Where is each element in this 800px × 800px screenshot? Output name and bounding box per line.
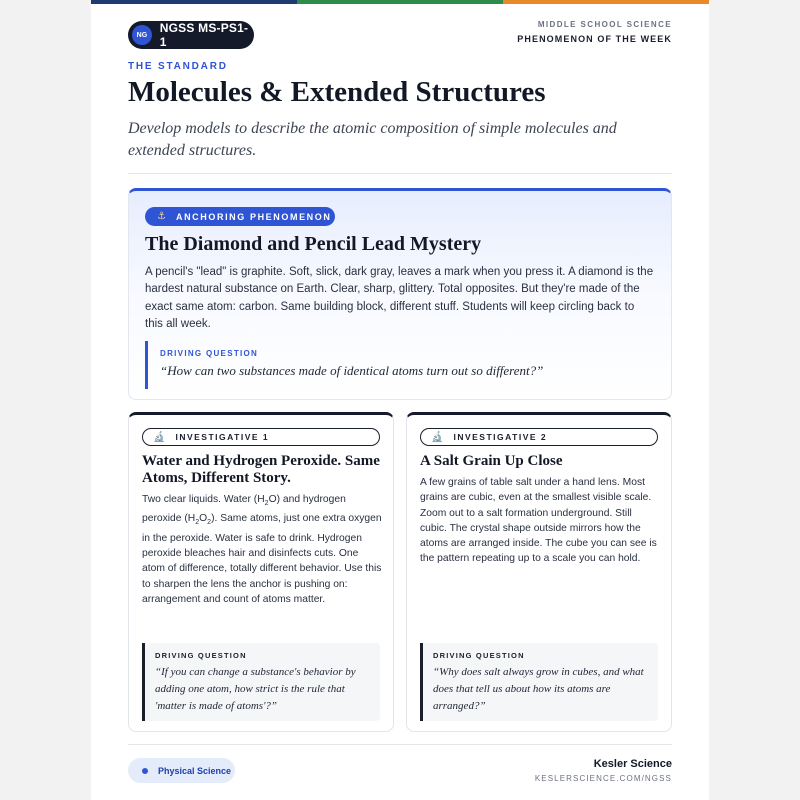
body-text: ). Same atoms, just one extra oxygen in the peroxide. Water is safe to drink. Hydrogen peroxide bleaches hair and disinfects cuts. One atom of difference, totally different behavior. Use this to sharpen the lens the anchor is pushing on: arrangement and count of atoms matter. (142, 513, 382, 605)
subject-tag-label: Physical Science (158, 765, 232, 776)
ngss-badge (128, 21, 254, 49)
investigative-label-1: INVESTIGATIVE 1 (175, 432, 270, 442)
investigative-pill-1 (142, 428, 380, 446)
brand-block (535, 758, 672, 783)
header-grade: MIDDLE SCHOOL SCIENCE (537, 20, 672, 29)
anchoring-phenomenon-label: ANCHORING PHENOMENON (175, 211, 332, 222)
driving-question-text: “Why does salt always grow in cubes, and what does that tell us about how its atoms are arranged?” (433, 666, 644, 712)
color-bar-green (297, 0, 503, 4)
dot-icon (142, 768, 148, 774)
subscript: 2 (264, 500, 269, 508)
ngss-logo-icon: NG (132, 25, 152, 45)
investigative-pill-2 (420, 428, 658, 446)
page-title: Molecules & Extended Structures (128, 76, 546, 108)
page-subtitle: Develop models to describe the atomic composition of simple molecules and extended structures. (128, 120, 617, 159)
driving-question-text: “If you can change a substance's behavior by adding one atom, how strict is the rule that 'matter is made of atoms'?” (155, 666, 356, 712)
anchoring-phenomenon-card (128, 188, 672, 400)
anchor-title: The Diamond and Pencil Lead Mystery (145, 233, 482, 255)
investigative-driving-question-2 (420, 643, 658, 721)
investigative-card-2 (406, 412, 672, 732)
body-text: O) and hydrogen peroxide (H (142, 494, 346, 525)
investigative-body-2: A few grains of table salt under a hand lens. Most grains are cubic, even at the smallest visible scale. Zoom out to a salt formation underground. Still cubic. The crystal shape outside mirrors how the atoms are arranged inside. The cube you can see is the pattern repeating up to a scale you can hold. (420, 477, 657, 565)
driving-question-label: DRIVING QUESTION (433, 651, 525, 660)
brand-name: Kesler Science (593, 758, 672, 770)
investigative-label-2: INVESTIGATIVE 2 (453, 432, 548, 442)
driving-question-label: DRIVING QUESTION (155, 651, 247, 660)
anchor-body: A pencil's "lead" is graphite. Soft, slick, dark gray, leaves a mark when you press it. A diamond is the hardest natural substance on Earth. Clear, sharp, glittery. Total opposites. But they're made of the exact same atom: carbon. Same building block, different stuff. Students will keep circling back to this all week. (145, 266, 654, 330)
investigative-card-1 (128, 412, 394, 732)
driving-question-label: DRIVING QUESTION (160, 349, 259, 358)
body-text: O (199, 513, 208, 525)
subscript: 2 (195, 519, 200, 527)
investigative-title-2: A Salt Grain Up Close (420, 453, 563, 469)
body-text: Two clear liquids. Water (H (142, 494, 265, 505)
subject-tag (128, 758, 235, 783)
color-bar (91, 0, 709, 4)
ngss-code: NGSS MS-PS1-1 (159, 21, 249, 49)
header-series: PHENOMENON OF THE WEEK (517, 34, 672, 44)
divider (128, 173, 672, 174)
standard-eyebrow: THE STANDARD (128, 61, 228, 72)
investigative-title-1: Water and Hydrogen Peroxide. Same Atoms, Different Story. (142, 453, 380, 486)
worksheet-page (91, 0, 709, 800)
microscope-icon: 🔬 (153, 431, 166, 443)
brand-url[interactable]: KESLERSCIENCE.COM/NGSS (534, 774, 672, 783)
driving-question-text: “How can two substances made of identical atoms turn out so different?” (160, 363, 544, 378)
microscope-icon: 🔬 (431, 431, 444, 443)
footer-divider (128, 744, 672, 745)
subscript: 2 (207, 519, 212, 527)
anchoring-phenomenon-pill (145, 207, 335, 226)
investigative-driving-question-1 (142, 643, 380, 721)
investigative-body-1 (142, 492, 382, 607)
header-meta (517, 20, 672, 44)
anchor-icon: ⚓ (157, 211, 166, 222)
color-bar-orange (503, 0, 709, 4)
color-bar-navy (91, 0, 297, 4)
anchor-driving-question (145, 341, 657, 389)
